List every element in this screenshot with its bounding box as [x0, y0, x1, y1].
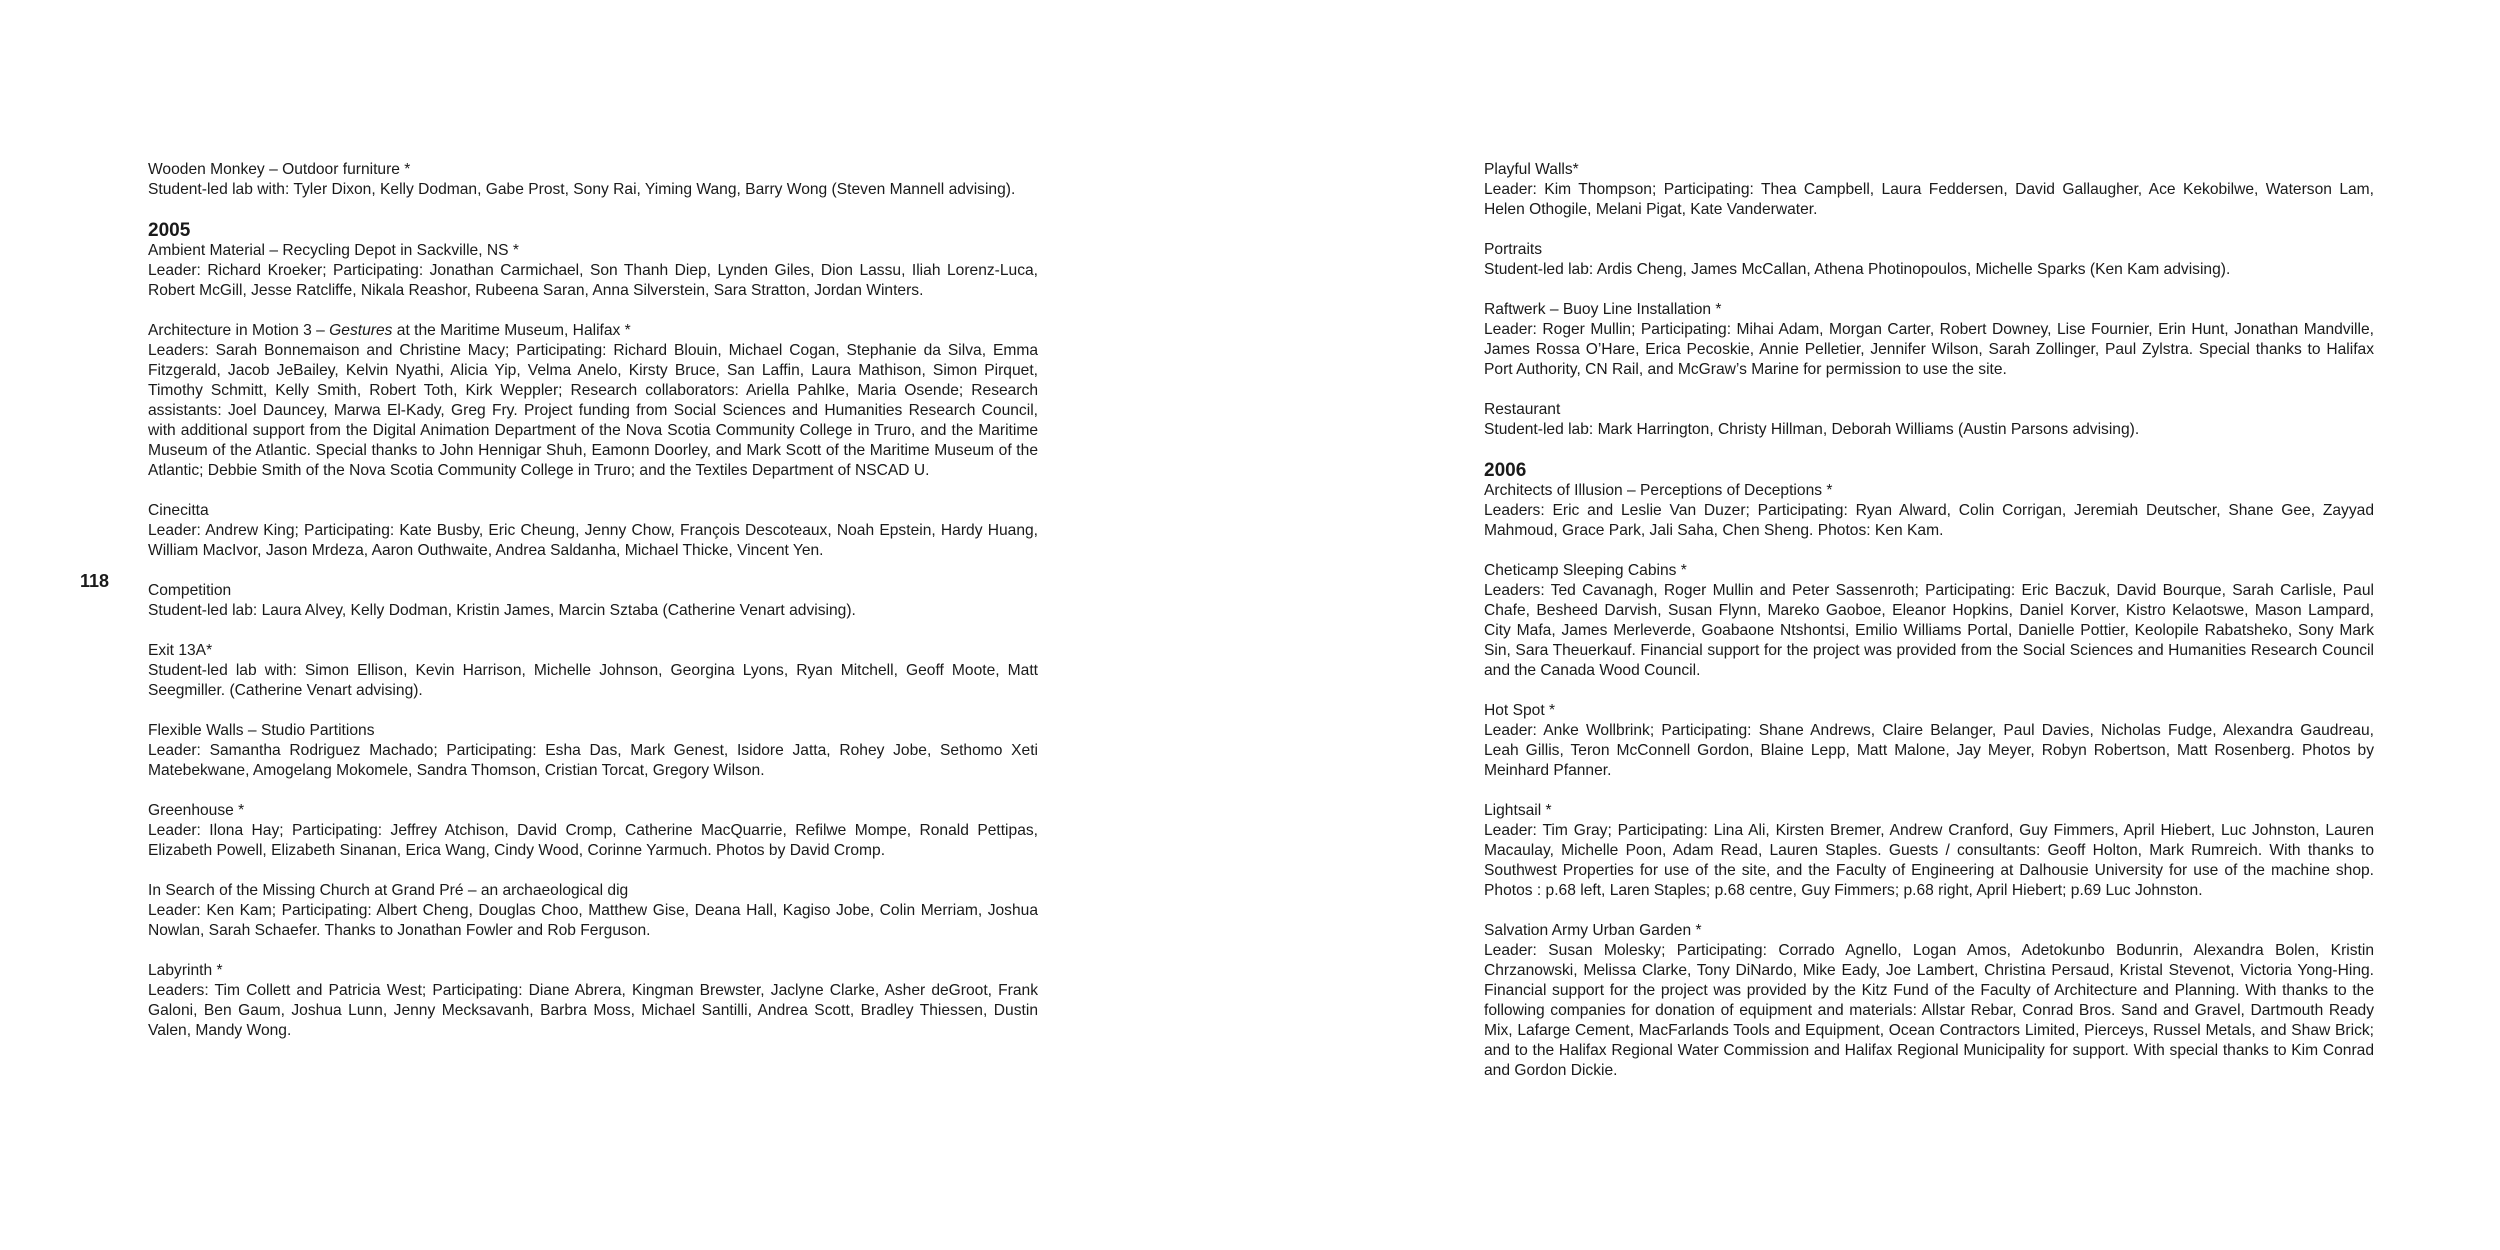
entry-title-italic: Gestures [329, 322, 393, 339]
page-number: 118 [80, 571, 110, 591]
entry-portraits [1484, 240, 2374, 280]
right-column [1484, 160, 2374, 1101]
entry-title-prefix: Architecture in Motion 3 – [148, 322, 330, 339]
entry-lightsail [1484, 801, 2374, 901]
entry-body: Leaders: Eric and Leslie Van Duzer; Participating: Ryan Alward, Colin Corrigan, Jeremiah Deutscher, Shane Gee, Zayyad Mahmoud, Grace Park, Jali Saha, Chen Sheng. Photos: Ken Kam. [1484, 502, 2374, 539]
entry-title: Architects of Illusion – Perceptions of Deceptions * [1484, 482, 1833, 499]
entry-body: Leader: Samantha Rodriguez Machado; Participating: Esha Das, Mark Genest, Isidore Jatta, Rohey Jobe, Sethomo Xeti Matebekwane, Amogelang Mokomele, Sandra Thomson, Cristian Torcat, Gregory Wilson. [148, 742, 1038, 779]
entry-title: Exit 13A* [148, 642, 213, 659]
entry-body: Leader: Susan Molesky; Participating: Corrado Agnello, Logan Amos, Adetokunbo Bodunrin, Alexandra Bolen, Kristin Chrzanowski, Melissa Clarke, Tony DiNardo, Mike Eady, Joe Lambert, Christina Persaud, Kristal Stevenot, Victoria Yong-Hing. Financial support for the project was provided by the Kitz Fund of the Faculty of Architecture and Planning. With thanks to the following companies for donation of equipment and materials: Allstar Rebar, Conrad Bros. Sand and Gravel, Dartmouth Ready Mix, Lafarge Cement, MacFarlands Tools and Equipment, Ocean Contractors Limited, Pierceys, Russel Metals, and Shaw Brick; and to the Halifax Regional Water Commission and Halifax Regional Municipality for support. With special thanks to Kim Conrad and Gordon Dickie. [1484, 942, 2374, 1079]
entry-body: Student-led lab with: Simon Ellison, Kevin Harrison, Michelle Johnson, Georgina Lyons, Ryan Mitchell, Geoff Moote, Matt Seegmiller. (Catherine Venart advising). [148, 662, 1038, 699]
entry-body: Student-led lab: Ardis Cheng, James McCallan, Athena Photinopoulos, Michelle Sparks (Ken Kam advising). [1484, 261, 2231, 278]
entry-missing-church [148, 881, 1038, 941]
entry-flexible-walls [148, 721, 1038, 781]
entry-raftwerk [1484, 300, 2374, 380]
entry-cheticamp-cabins [1484, 561, 2374, 681]
entry-body: Student-led lab with: Tyler Dixon, Kelly Dodman, Gabe Prost, Sony Rai, Yiming Wang, Barry Wong (Steven Mannell advising). [148, 181, 1016, 198]
year-heading-2006: 2006 [1484, 460, 1527, 481]
entry-cinecitta [148, 501, 1038, 561]
entry-title: Flexible Walls – Studio Partitions [148, 722, 375, 739]
entry-body: Leader: Richard Kroeker; Participating: Jonathan Carmichael, Son Thanh Diep, Lynden Giles, Dion Lassu, Iliah Lorenz-Luca, Robert McGill, Jesse Ratcliffe, Nikala Reashor, Rubeena Saran, Anna Silverstein, Sara Stratton, Jordan Winters. [148, 262, 1038, 299]
entry-greenhouse [148, 801, 1038, 861]
entry-title: Lightsail * [1484, 802, 1552, 819]
entry-body: Leaders: Ted Cavanagh, Roger Mullin and Peter Sassenroth; Participating: Eric Baczuk, David Bourque, Sarah Carlisle, Paul Chafe, Besheed Darvish, Susan Flynn, Mareko Gaoboe, Eleanor Hopkins, Daniel Korver, Kistro Kelaotswe, Mason Lampard, City Mafa, James Merleverde, Goabaone Ntshontsi, Emilio Williams Portal, Danielle Pottier, Keolopile Rabatsheko, Sony Mark Sin, Sara Theuerkauf. Financial support for the project was provided from the Social Sciences and Humanities Research Council and the Canada Wood Council. [1484, 582, 2374, 679]
entry-title: In Search of the Missing Church at Grand Pré – an archaeological dig [148, 882, 629, 899]
entry-title: Greenhouse * [148, 802, 245, 819]
entry-body: Leader: Anke Wollbrink; Participating: Shane Andrews, Claire Belanger, Paul Davies, Nicholas Fudge, Alexandra Gaudreau, Leah Gillis, Teron McConnell Gordon, Blaine Lepp, Matt Malone, Jay Meyer, Robyn Robertson, Matt Rosenberg. Photos by Meinhard Pfanner. [1484, 722, 2374, 779]
entry-hot-spot [1484, 701, 2374, 781]
entry-body: Leaders: Sarah Bonnemaison and Christine Macy; Participating: Richard Blouin, Michael Cogan, Stephanie da Silva, Emma Fitzgerald, Jacob JeBailey, Kelvin Nyathi, Alicia Yip, Velma Anelo, Kirsty Bruce, San Laffin, Laura Mathison, Simon Pirquet, Timothy Schmitt, Kelly Smith, Robert Toth, Kirk Weppler; Research collaborators: Ariella Pahlke, Maria Osende; Research assistants: Joel Dauncey, Marwa El-Kady, Greg Fry. Project funding from Social Sciences and Humanities Research Council, with additional support from the Digital Animation Department of the Nova Scotia Community College in Truro, and the Maritime Museum of the Atlantic. Special thanks to John Hennigar Shuh, Eamonn Doorley, and Mark Scott of the Maritime Museum of the Atlantic; Debbie Smith of the Nova Scotia Community College in Truro; and the Textiles Department of NSCAD U. [148, 342, 1038, 479]
entry-title: Hot Spot * [1484, 702, 1556, 719]
entry-title: Raftwerk – Buoy Line Installation * [1484, 301, 1722, 318]
entry-body: Leaders: Tim Collett and Patricia West; Participating: Diane Abrera, Kingman Brewster, Jaclyne Clarke, Asher deGroot, Frank Galoni, Ben Gaum, Joshua Lunn, Jenny Mecksavanh, Barbra Moss, Michael Santilli, Andrea Scott, Bradley Thiessen, Dustin Valen, Mandy Wong. [148, 982, 1038, 1039]
entry-body: Student-led lab: Mark Harrington, Christy Hillman, Deborah Williams (Austin Parsons advising). [1484, 421, 2140, 438]
entry-salvation-army-garden [1484, 921, 2374, 1081]
entry-title: Salvation Army Urban Garden * [1484, 922, 1702, 939]
entry-ambient-material [148, 241, 1038, 301]
entry-title: Ambient Material – Recycling Depot in Sackville, NS * [148, 242, 519, 259]
entry-wooden-monkey [148, 160, 1038, 200]
entry-title-suffix: at the Maritime Museum, Halifax * [392, 322, 631, 339]
entry-title: Cinecitta [148, 502, 209, 519]
entry-body: Leader: Roger Mullin; Participating: Mihai Adam, Morgan Carter, Robert Downey, Lise Fournier, Erin Hunt, Jonathan Mandville, James Rossa O’Hare, Erica Pecoskie, Annie Pelletier, Jennifer Wilson, Sarah Zollinger, Paul Zylstra. Special thanks to Halifax Port Authority, CN Rail, and McGraw’s Marine for permission to use the site. [1484, 321, 2374, 378]
entry-body: Leader: Ilona Hay; Participating: Jeffrey Atchison, David Cromp, Catherine MacQuarrie, Refilwe Mompe, Ronald Pettipas, Elizabeth Powell, Elizabeth Sinanan, Erica Wang, Cindy Wood, Corinne Yarmuch. Photos by David Cromp. [148, 822, 1038, 859]
entry-architecture-in-motion [148, 321, 1038, 481]
entry-title [148, 321, 1038, 341]
entry-title: Playful Walls* [1484, 161, 1579, 178]
entry-title: Labyrinth * [148, 962, 223, 979]
entry-title: Cheticamp Sleeping Cabins * [1484, 562, 1687, 579]
entry-architects-of-illusion [1484, 481, 2374, 541]
entry-body: Student-led lab: Laura Alvey, Kelly Dodman, Kristin James, Marcin Sztaba (Catherine Venart advising). [148, 602, 856, 619]
entry-labyrinth [148, 961, 1038, 1041]
entry-playful-walls [1484, 160, 2374, 220]
entry-title: Competition [148, 582, 232, 599]
entry-body: Leader: Andrew King; Participating: Kate Busby, Eric Cheung, Jenny Chow, François Descoteaux, Noah Epstein, Hardy Huang, William MacIvor, Jason Mrdeza, Aaron Outhwaite, Andrea Saldanha, Michael Thicke, Vincent Yen. [148, 522, 1038, 559]
entry-restaurant [1484, 400, 2374, 440]
left-column [148, 160, 1038, 1061]
entry-body: Leader: Ken Kam; Participating: Albert Cheng, Douglas Choo, Matthew Gise, Deana Hall, Kagiso Jobe, Colin Merriam, Joshua Nowlan, Sarah Schaefer. Thanks to Jonathan Fowler and Rob Ferguson. [148, 902, 1038, 939]
entry-title: Restaurant [1484, 401, 1561, 418]
year-heading-2005: 2005 [148, 220, 191, 241]
entry-title: Wooden Monkey – Outdoor furniture * [148, 161, 411, 178]
entry-title: Portraits [1484, 241, 1543, 258]
entry-body: Leader: Tim Gray; Participating: Lina Ali, Kirsten Bremer, Andrew Cranford, Guy Fimmers, April Hiebert, Luc Johnston, Lauren Macaulay, Michelle Poon, Adam Read, Lauren Staples. Guests / consultants: Geoff Holton, Mark Rumreich. With thanks to Southwest Properties for use of the site, and the Faculty of Engineering at Dalhousie University for use of the machine shop. Photos : p.68 left, Laren Staples; p.68 centre, Guy Fimmers; p.68 right, April Hiebert; p.69 Luc Johnston. [1484, 822, 2374, 899]
entry-exit-13a [148, 641, 1038, 701]
entry-body: Leader: Kim Thompson; Participating: Thea Campbell, Laura Feddersen, David Gallaugher, Ace Kekobilwe, Waterson Lam, Helen Othogile, Melani Pigat, Kate Vanderwater. [1484, 181, 2374, 218]
entry-competition [148, 581, 1038, 621]
